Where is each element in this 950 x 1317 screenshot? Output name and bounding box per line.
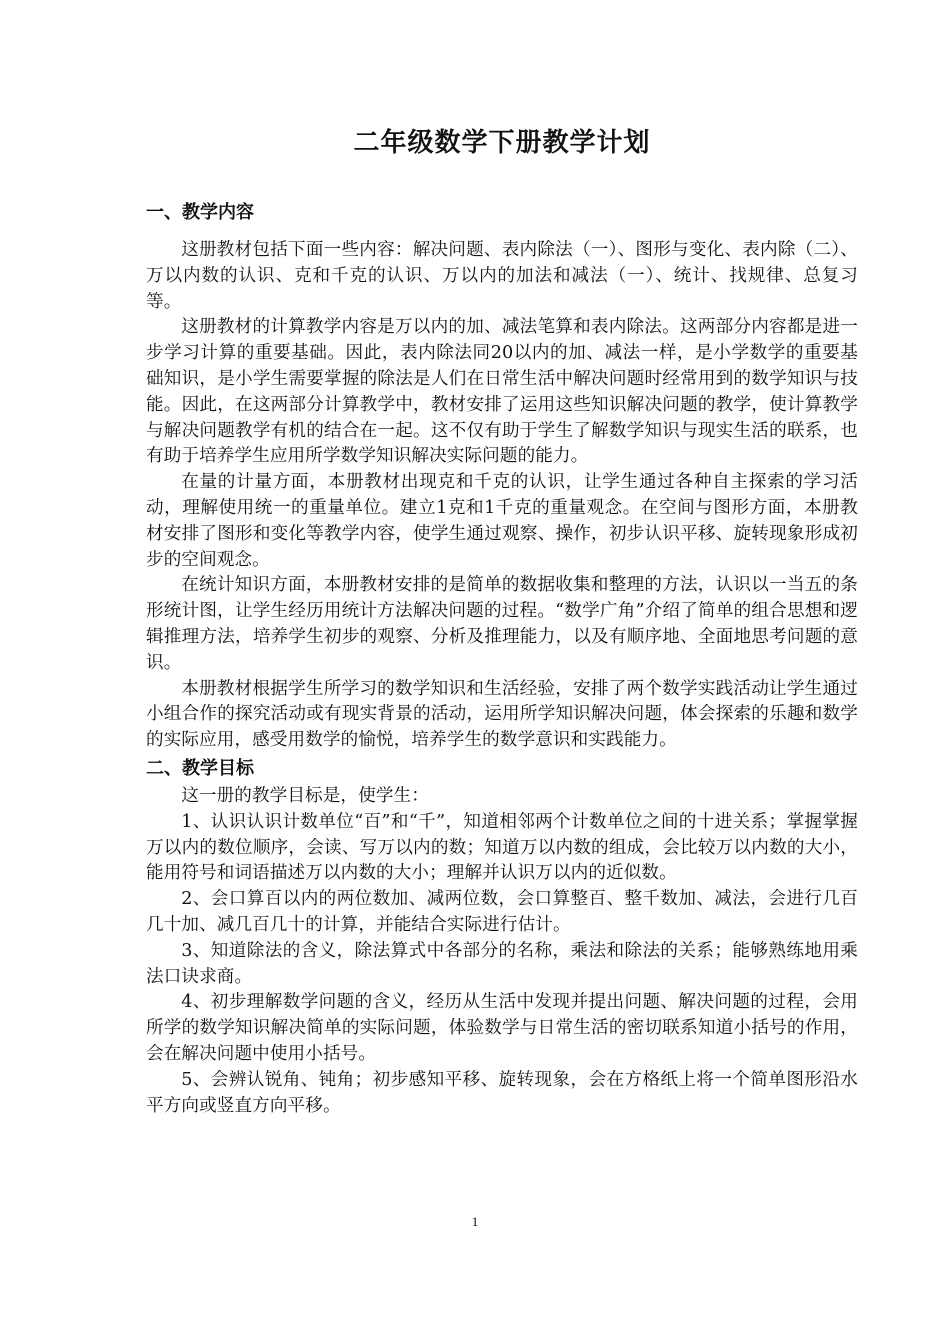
goal-item: 3、知道除法的含义，除法算式中各部分的名称，乘法和除法的关系；能够熟练地用乘法口诀求商。 xyxy=(146,940,858,987)
document-title: 二年级数学下册教学计划 xyxy=(353,128,651,158)
paragraph: 这册教材包括下面一些内容：解决问题、表内除法（一）、图形与变化、表内除（二）、万以内数的认识、克和千克的认识、万以内的加法和减法（一）、统计、找规律、总复习等。 xyxy=(146,240,858,312)
page-number: 1 xyxy=(471,1214,479,1229)
paragraph: 这册教材的计算教学内容是万以内的加、减法笔算和表内除法。这两部分内容都是进一步学习计算的重要基础。因此，表内除法同20以内的加、减法一样，是小学数学的重要基础知识，是小学生需要掌握的除法是人们在日常生活中解决问题时经常用到的数学知识与技能。因此，在这两部分计算教学中，教材安排了运用这些知识解决问题的教学，使计算教学与解决问题教学有机的结合在一起。这不仅有助于学生了解数学知识与现实生活的联系，也有助于培养学生应用所学数学知识解决实际问题的能力。 xyxy=(146,317,858,467)
goal-item: 4、初步理解数学问题的含义，经历从生活中发现并提出问题、解决问题的过程，会用所学的数学知识解决简单的实际问题，体验数学与日常生活的密切联系知道小括号的作用，会在解决问题中使用小括号。 xyxy=(146,992,858,1064)
section-heading: 二、教学目标 xyxy=(146,757,254,779)
paragraph: 这一册的教学目标是，使学生： xyxy=(181,785,429,806)
paragraph: 在统计知识方面，本册教材安排的是简单的数据收集和整理的方法，认识以一当五的条形统计图，让学生经历用统计方法解决问题的过程。“数学广角”介绍了简单的组合思想和逻辑推理方法，培养学生初步的观察、分析及推理能力，以及有顺序地、全面地思考问题的意识。 xyxy=(146,575,858,673)
section-teaching-goals xyxy=(146,756,858,1119)
goal-item: 5、会辨认锐角、钝角；初步感知平移、旋转现象，会在方格纸上将一个简单图形沿水平方向或竖直方向平移。 xyxy=(146,1069,858,1116)
goal-item: 2、会口算百以内的两位数加、减两位数，会口算整百、整千数加、减法，会进行几百几十加、减几百几十的计算，并能结合实际进行估计。 xyxy=(146,889,858,935)
paragraph: 本册教材根据学生所学习的数学知识和生活经验，安排了两个数学实践活动让学生通过小组合作的探究活动或有现实背景的活动，运用所学知识解决问题，体会探索的乐趣和数学的实际应用，感受用数学的愉悦，培养学生的数学意识和实践能力。 xyxy=(146,678,858,751)
goal-item: 1、认识认识计数单位“百”和“千”，知道相邻两个计数单位之间的十进关系；掌握掌握万以内的数位顺序，会读、写万以内的数；知道万以内数的组成，会比较万以内数的大小，能用符号和词语描述万以内数的大小；理解并认识万以内的近似数。 xyxy=(146,811,858,884)
document-page xyxy=(146,120,858,1119)
section-heading: 一、教学内容 xyxy=(146,202,254,223)
section-teaching-content xyxy=(146,200,858,754)
paragraph: 在量的计量方面，本册教材出现克和千克的认识，让学生通过各种自主探索的学习活动，理解使用统一的重量单位。建立1克和1千克的重量观念。在空间与图形方面，本册教材安排了图形和变化等教学内容，使学生通过观察、操作，初步认识平移、旋转现象形成初步的空间观念。 xyxy=(146,472,858,570)
